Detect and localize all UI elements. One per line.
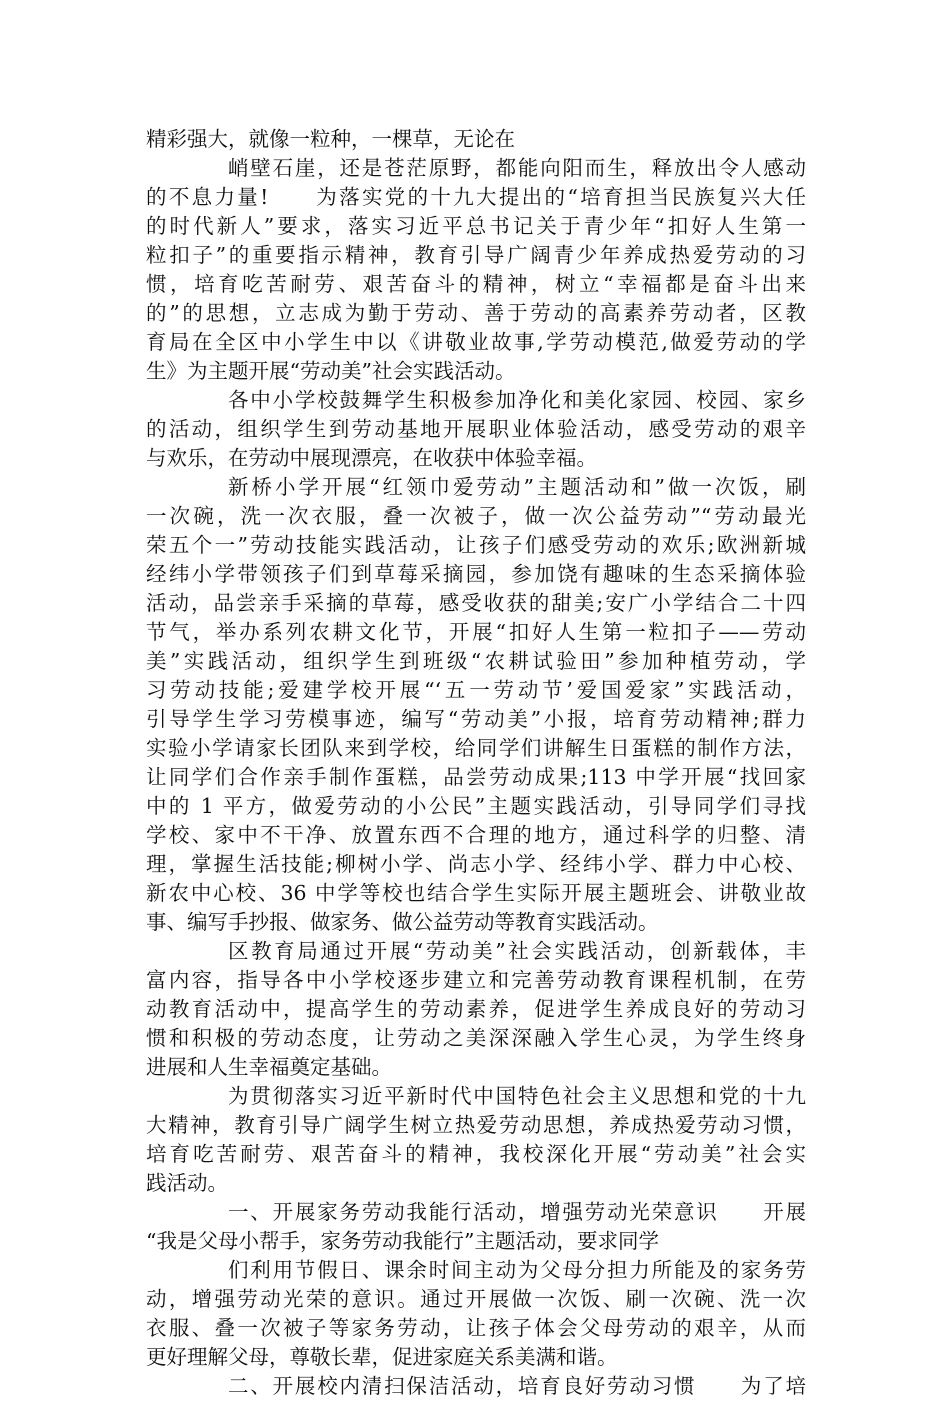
text-line: 生》为主题开展“劳动美”社会实践活动。 bbox=[146, 359, 516, 383]
text-line: 一次碗，洗一次衣服，叠一次被子，做一次公益劳动”“劳动最光 bbox=[146, 504, 806, 528]
text-line: 育局在全区中小学生中以《讲敬业故事,学劳动模范,做爱劳动的学 bbox=[146, 330, 806, 354]
text-line: 衣服、叠一次被子等家务劳动，让孩子体会父母劳动的艰辛，从而 bbox=[146, 1316, 806, 1340]
text-line: 理，掌握生活技能;柳树小学、尚志小学、经纬小学、群力中心校、 bbox=[146, 852, 806, 876]
text-line: 新农中心校、36 中学等校也结合学生实际开展主题班会、讲敬业故 bbox=[146, 881, 806, 905]
text-line: 的”的思想，立志成为勤于劳动、善于劳动的高素养劳动者，区教 bbox=[146, 301, 806, 325]
text-line: 事、编写手抄报、做家务、做公益劳动等教育实践活动。 bbox=[146, 910, 659, 934]
text-line: 更好理解父母，尊敬长辈，促进家庭关系美满和谐。 bbox=[146, 1345, 618, 1369]
text-line: 大精神，教育引导广阔学生树立热爱劳动思想，养成热爱劳动习惯， bbox=[146, 1113, 806, 1137]
text-line: 活动，品尝亲手采摘的草莓，感受收获的甜美;安广小学结合二十四 bbox=[146, 591, 806, 615]
text-line: 习劳动技能;爱建学校开展“‘五一劳动节’爱国爱家”实践活动， bbox=[146, 678, 806, 702]
text-line: 动教育活动中，提高学生的劳动素养，促进学生养成良好的劳动习 bbox=[146, 997, 806, 1021]
text-line: 进展和人生幸福奠定基础。 bbox=[146, 1055, 392, 1079]
text-line: “我是父母小帮手，家务劳动我能行”主题活动，要求同学 bbox=[146, 1229, 659, 1253]
text-line: 荣五个一”劳动技能实践活动，让孩子们感受劳动的欢乐;欧洲新城 bbox=[146, 533, 806, 557]
text-line: 节气，举办系列农耕文化节，开展“扣好人生第一粒扣子——劳动 bbox=[146, 620, 806, 644]
text-line: 中的 1 平方，做爱劳动的小公民”主题实践活动，引导同学们寻找 bbox=[146, 794, 806, 818]
text-line: 与欢乐，在劳动中展现漂亮，在收获中体验幸福。 bbox=[146, 446, 597, 470]
text-line: 区教育局通过开展“劳动美”社会实践活动，创新载体，丰 bbox=[228, 939, 806, 963]
text-line: 新桥小学开展“红领巾爱劳动”主题活动和”做一次饭，刷 bbox=[228, 475, 806, 499]
text-line: 经纬小学带领孩子们到草莓采摘园，参加饶有趣味的生态采摘体验 bbox=[146, 562, 806, 586]
text-line: 粒扣子”的重要指示精神，教育引导广阔青少年养成热爱劳动的习 bbox=[146, 243, 806, 267]
text-line: 实验小学请家长团队来到学校，给同学们讲解生日蛋糕的制作方法， bbox=[146, 736, 806, 760]
text-line: 培育吃苦耐劳、艰苦奋斗的精神，我校深化开展“劳动美”社会实 bbox=[146, 1142, 806, 1166]
text-line: 精彩强大，就像一粒种，一棵草，无论在 bbox=[146, 127, 515, 151]
text-line: 引导学生学习劳模事迹，编写“劳动美”小报，培育劳动精神;群力 bbox=[146, 707, 806, 731]
text-line: 美”实践活动，组织学生到班级“农耕试验田”参加种植劳动，学 bbox=[146, 649, 806, 673]
text-line: 一、开展家务劳动我能行活动，增强劳动光荣意识 开展 bbox=[228, 1200, 806, 1224]
text-line: 们利用节假日、课余时间主动为父母分担力所能及的家务劳 bbox=[228, 1258, 806, 1282]
text-line: 动，增强劳动光荣的意识。通过开展做一次饭、刷一次碗、洗一次 bbox=[146, 1287, 806, 1311]
document-body bbox=[146, 125, 806, 1401]
text-line: 的不息力量! 为落实党的十九大提出的“培育担当民族复兴大任 bbox=[146, 185, 806, 209]
text-line: 的时代新人”要求，落实习近平总书记关于青少年“扣好人生第一 bbox=[146, 214, 806, 238]
text-line: 峭壁石崖，还是苍茫原野，都能向阳而生，释放出令人感动 bbox=[228, 156, 806, 180]
text-line: 二、开展校内清扫保洁活动，培育良好劳动习惯 为了培 bbox=[228, 1374, 806, 1398]
text-line: 为贯彻落实习近平新时代中国特色社会主义思想和党的十九 bbox=[228, 1084, 806, 1108]
text-line: 富内容，指导各中小学校逐步建立和完善劳动教育课程机制，在劳 bbox=[146, 968, 806, 992]
text-line: 各中小学校鼓舞学生积极参加净化和美化家园、校园、家乡 bbox=[228, 388, 806, 412]
text-line: 惯，培育吃苦耐劳、艰苦奋斗的精神，树立“幸福都是奋斗出来 bbox=[146, 272, 806, 296]
text-line: 学校、家中不干净、放置东西不合理的地方，通过科学的归整、清 bbox=[146, 823, 806, 847]
text-line: 践活动。 bbox=[146, 1171, 228, 1195]
text-line: 惯和积极的劳动态度，让劳动之美深深融入学生心灵，为学生终身 bbox=[146, 1026, 806, 1050]
text-line: 的活动，组织学生到劳动基地开展职业体验活动，感受劳动的艰辛 bbox=[146, 417, 806, 441]
text-line: 让同学们合作亲手制作蛋糕，品尝劳动成果;113 中学开展“找回家 bbox=[146, 765, 806, 789]
